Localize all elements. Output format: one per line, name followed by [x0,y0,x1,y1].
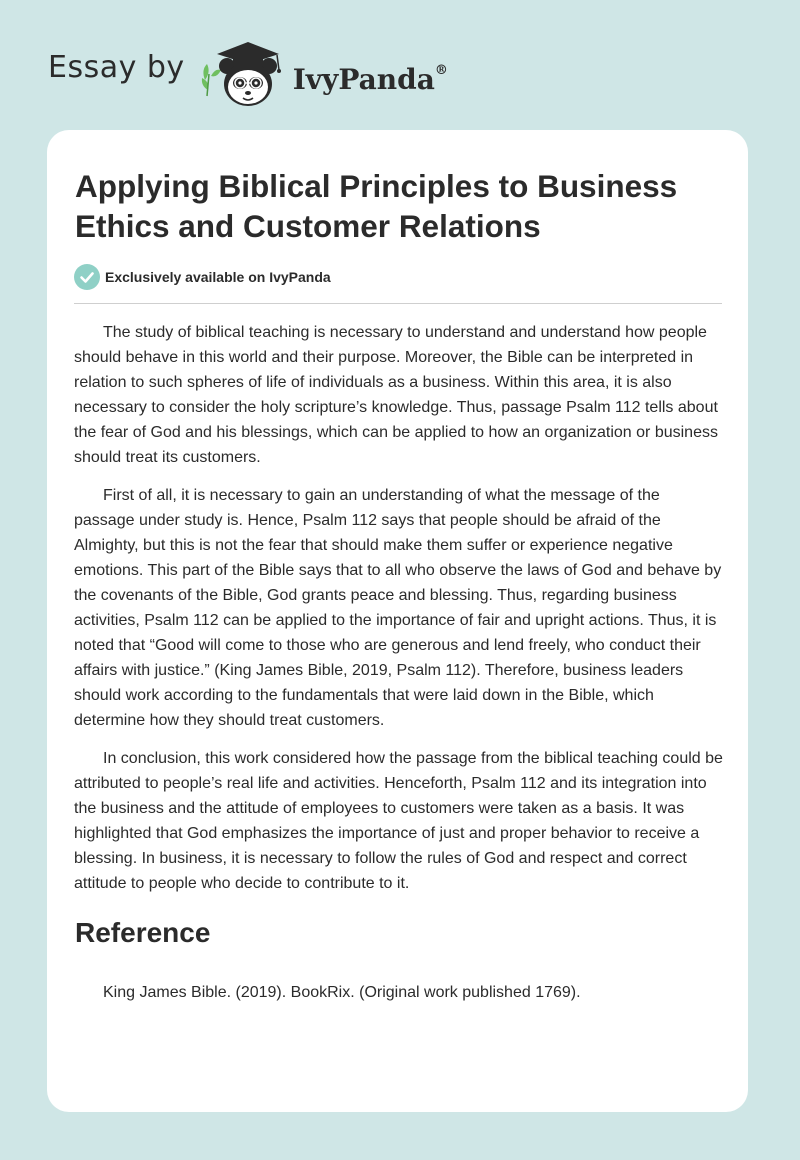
registered-mark: ® [434,63,448,79]
paragraph: In conclusion, this work considered how the passage from the biblical teaching could be attributed to people’s real life and activities. Henceforth, Psalm 112 and its integration into the business and the attitude of employees to customers were taken as a basis. It was highlighted that God emphasizes the importance of just and proper behavior to receive a blessing. In business, it is necessary to follow the rules of God and respect and correct attitude to people who decide to contribute to it. [74,750,723,892]
site-header [48,40,448,110]
reference-entry: King James Bible. (2019). BookRix. (Original work published 1769). [103,984,581,1001]
reference-heading: Reference [75,917,211,948]
brand-prefix: Essay by [48,49,185,85]
panda-graduate-icon[interactable] [199,40,291,110]
divider [74,303,722,304]
exclusive-badge [74,264,331,290]
essay-body [74,320,724,909]
badge-label: Exclusively available on IvyPanda [105,269,331,285]
paragraph: First of all, it is necessary to gain an understanding of what the message of the passage under study is. Hence, Psalm 112 says that people should be afraid of the Almighty, but this is not the fear that should make them suffer or experience negative emotions. This part of the Bible says that to all who observe the laws of God and behave by the covenants of the Bible, God grants peace and blessing. Thus, regarding business activities, Psalm 112 can be applied to the importance of fair and upright actions. Thus, it is noted that “Good will come to those who are generous and lend freely, who conduct their affairs with justice.” (King James Bible, 2019, Psalm 112). Therefore, business leaders should work according to the fundamentals that were laid down in the Bible, which determine how they should treat customers. [74,487,722,729]
page-title: Applying Biblical Principles to Business Ethics and Customer Relations [75,168,678,244]
essay-card [47,130,748,1112]
check-circle-icon [74,264,100,290]
paragraph: The study of biblical teaching is necessary to understand and understand how people should behave in this world and their purpose. Moreover, the Bible can be interpreted in relation to such spheres of life of individuals as a business. Within this area, it is also necessary to consider the holy scripture’s knowledge. Thus, passage Psalm 112 tells about the fear of God and his blessings, which can be applied to how an organization or business should treat its customers. [74,324,718,466]
leaf-icon [202,64,221,96]
brand-name[interactable]: IvyPanda® [292,62,448,96]
